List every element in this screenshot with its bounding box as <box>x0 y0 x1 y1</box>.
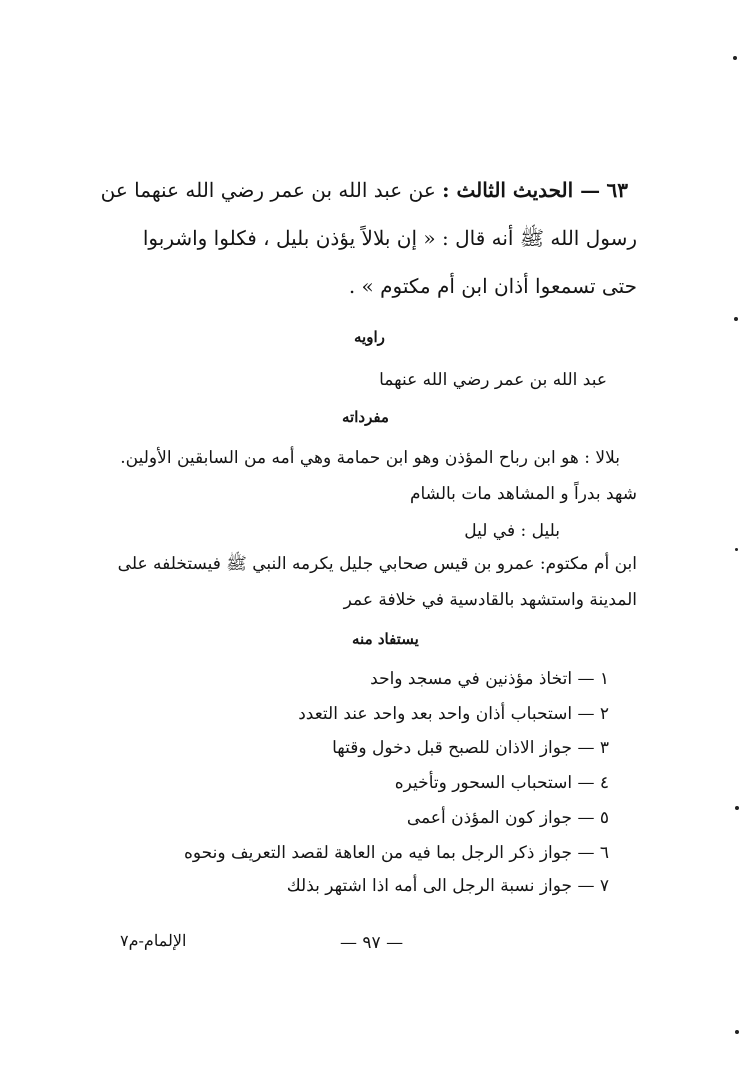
hadith-text-1: عن عبد الله بن عمر رضي الله عنهما عن <box>100 178 436 202</box>
scan-speck <box>735 1030 739 1034</box>
vocab-ibn-line-1: ابن أم مكتوم: عمرو بن قيس صحابي جليل يكرمه النبي ﷺ فيستخلفه على <box>117 554 637 574</box>
hadith-line-2: رسول الله ﷺ أنه قال : « إن بلالاً يؤذن بليل ، فكلوا واشربوا <box>142 226 637 250</box>
narrator-heading: راويه <box>354 328 385 346</box>
lesson-item: ١ — اتخاذ مؤذنين في مسجد واحد <box>370 669 609 689</box>
book-signature: الإلمام-م٧ <box>120 931 187 950</box>
hadith-number: ٦٣ <box>606 178 628 202</box>
vocab-bilayl: بليل : في ليل <box>464 521 560 541</box>
scan-speck <box>735 806 739 810</box>
vocab-bilal-line-1: بلالا : هو ابن رباح المؤذن وهو ابن حمامة وهي أمه من السابقين الأولين. <box>120 448 620 468</box>
hadith-line-1 <box>101 180 628 200</box>
scan-speck <box>735 548 738 551</box>
hadith-line-3: حتى تسمعوا أذان ابن أم مكتوم » . <box>348 274 637 298</box>
lessons-heading: يستفاد منه <box>352 630 419 648</box>
scan-speck <box>734 317 738 321</box>
hadith-title: — الحديث الثالث : <box>442 178 601 202</box>
narrator-text: عبد الله بن عمر رضي الله عنهما <box>379 370 607 390</box>
lesson-item: ٦ — جواز ذكر الرجل بما فيه من العاهة لقصد التعريف ونحوه <box>183 843 609 863</box>
lesson-item: ٧ — جواز نسبة الرجل الى أمه اذا اشتهر بذلك <box>286 876 609 896</box>
vocabulary-heading: مفرداته <box>342 408 389 426</box>
vocab-bilal-line-2: شهد بدراً و المشاهد مات بالشام <box>409 484 637 504</box>
lesson-item: ٢ — استحباب أذان واحد بعد واحد عند التعدد <box>298 704 609 724</box>
lesson-item: ٣ — جواز الاذان للصبح قبل دخول وقتها <box>332 738 609 758</box>
lesson-item: ٥ — جواز كون المؤذن أعمى <box>406 808 609 828</box>
vocab-ibn-line-2: المدينة واستشهد بالقادسية في خلافة عمر <box>343 590 637 610</box>
page-number: — ٩٧ — <box>340 933 404 953</box>
lesson-item: ٤ — استحباب السحور وتأخيره <box>394 773 609 793</box>
scan-speck <box>733 56 737 60</box>
